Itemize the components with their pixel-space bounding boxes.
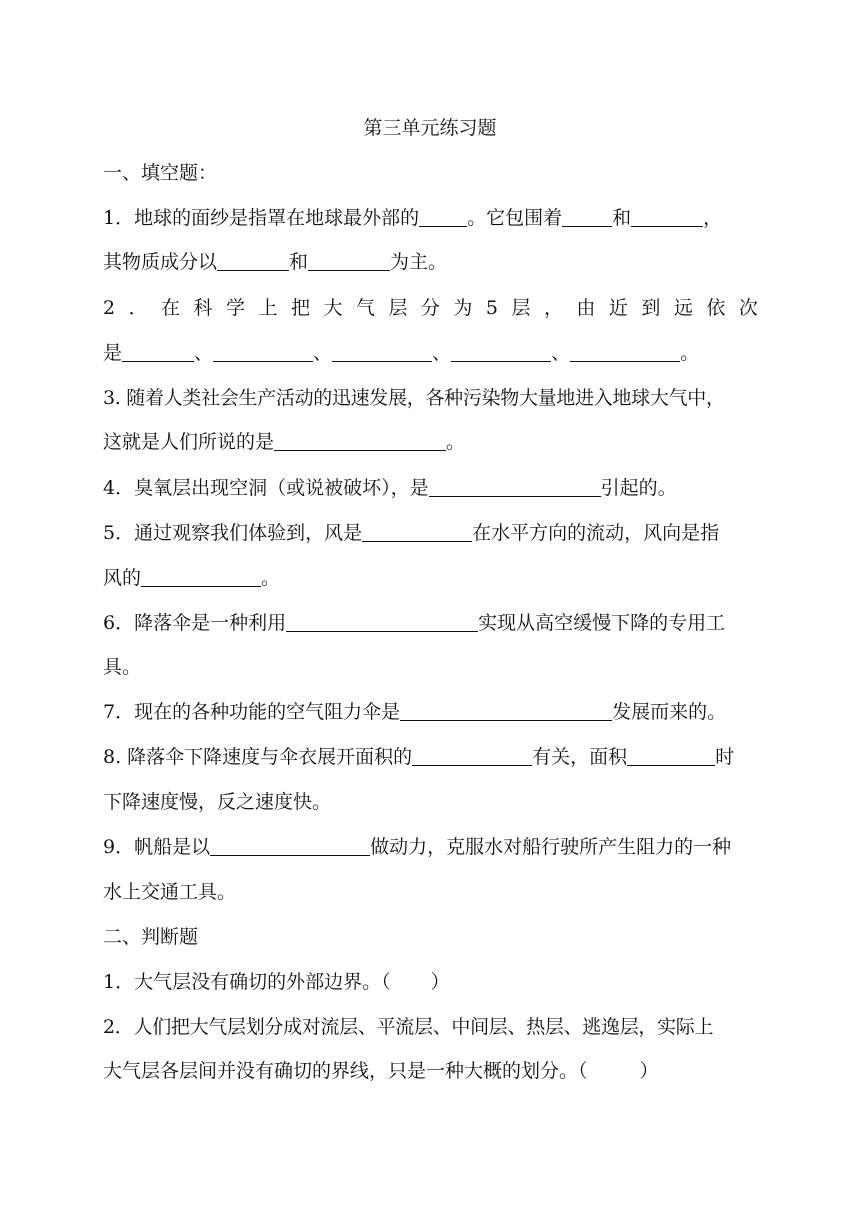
answer-blank[interactable]: [308, 252, 390, 271]
q8-text-b: 有关，面积: [532, 746, 628, 768]
answer-blank[interactable]: [210, 837, 370, 856]
fill-question-1-line-2: [103, 250, 758, 274]
q3-text-b: 这就是人们所说的是: [103, 431, 275, 453]
q2-sep: 、: [313, 342, 333, 364]
answer-blank[interactable]: [412, 747, 532, 766]
q1-text-f: 和: [289, 251, 309, 273]
fill-question-1-line-1: [103, 206, 758, 230]
fill-question-7: [103, 700, 758, 724]
q2-char: 大: [323, 297, 343, 319]
judge-q2-text-c: ）: [639, 1060, 659, 1082]
q2-char: 层: [388, 297, 408, 319]
answer-blank[interactable]: [213, 343, 313, 362]
q7-text-b: 发展而来的。: [612, 701, 727, 723]
q1-text-a: 1．地球的面纱是指罩在地球最外部的: [103, 207, 420, 229]
judge-question-2-line-1: 2．人们把大气层划分成对流层、平流层、中间层、热层、逃逸层，实际上: [103, 1016, 714, 1038]
q8-text-a: 8. 降落伞下降速度与伞衣展开面积的: [103, 746, 413, 768]
q2-char: 次: [738, 297, 758, 319]
q2-char: 5: [485, 297, 498, 319]
q5-text-c: 风的: [103, 567, 142, 589]
q1-text-b: 。它包围着: [467, 207, 563, 229]
answer-blank[interactable]: [274, 432, 446, 451]
q2-char: 依: [706, 297, 726, 319]
fill-question-9-line-1: [103, 835, 758, 859]
q6-text-a: 6．降落伞是一种利用: [103, 612, 287, 634]
fill-question-3-line-1: 3. 随着人类社会生产活动的迅速发展，各种污染物大量地进入地球大气中，: [103, 387, 725, 409]
answer-blank[interactable]: [451, 343, 551, 362]
fill-question-4: [103, 476, 758, 500]
q2-char: 分: [420, 297, 440, 319]
section-heading-true-false: 二、判断题: [103, 926, 199, 948]
q2-char: 学: [226, 297, 246, 319]
q2-char: 科: [193, 297, 213, 319]
answer-blank[interactable]: [362, 523, 472, 542]
section-heading-fill-in: 一、填空题：: [103, 162, 218, 184]
q2-char: 近: [608, 297, 628, 319]
answer-blank[interactable]: [141, 568, 261, 587]
judge-question-2-line-2: [103, 1059, 758, 1083]
answer-blank[interactable]: [570, 343, 680, 362]
q4-text-b: 引起的。: [600, 477, 677, 499]
fill-question-8-line-2: 下降速度慢，反之速度快。: [103, 791, 332, 813]
q2-char: 远: [673, 297, 693, 319]
q2-char: 层: [511, 297, 531, 319]
q2-char: 在: [161, 297, 181, 319]
fill-question-5-line-2: [103, 566, 758, 590]
q6-text-b: 实现从高空缓慢下降的专用工: [478, 612, 726, 634]
q5-text-d: 。: [261, 567, 281, 589]
judge-question-1: [103, 970, 758, 994]
answer-blank[interactable]: [122, 343, 194, 362]
page-title: 第三单元练习题: [363, 117, 497, 139]
q2-char: 由: [576, 297, 596, 319]
q2-end: 。: [680, 342, 700, 364]
q2-text-a: 是: [103, 342, 123, 364]
fill-question-2-line-1: [103, 296, 758, 320]
judge-q1-text-b: ）: [430, 971, 450, 993]
fill-question-2-line-2: [103, 341, 758, 365]
q7-text-a: 7．现在的各种功能的空气阻力伞是: [103, 701, 401, 723]
q9-text-a: 9．帆船是以: [103, 836, 211, 858]
fill-question-9-line-2: 水上交通工具。: [103, 881, 237, 903]
answer-blank[interactable]: [631, 208, 703, 227]
fill-question-6-line-2: 具。: [103, 656, 142, 678]
q2-char: 气: [355, 297, 375, 319]
q1-text-d: ，: [703, 207, 723, 229]
q3-text-c: 。: [446, 431, 466, 453]
q1-text-e: 其物质成分以: [103, 251, 218, 273]
q2-char: ．: [128, 297, 148, 319]
answer-blank[interactable]: [627, 747, 715, 766]
q4-text-a: 4．臭氧层出现空洞（或说被破坏），是: [103, 477, 429, 499]
q2-char: 为: [453, 297, 473, 319]
q2-sep: 、: [432, 342, 452, 364]
q2-char: 到: [641, 297, 661, 319]
q8-text-c: 时: [715, 746, 735, 768]
q1-text-g: 为主。: [390, 251, 448, 273]
fill-question-6-line-1: [103, 611, 758, 635]
fill-question-3-line-2: [103, 430, 758, 454]
answer-blank[interactable]: [286, 613, 478, 632]
fill-question-8-line-1: [103, 745, 758, 769]
q2-sep: 、: [194, 342, 214, 364]
answer-blank[interactable]: [419, 208, 467, 227]
q1-text-c: 和: [612, 207, 632, 229]
q2-char: ，: [543, 297, 563, 319]
answer-blank[interactable]: [429, 478, 601, 497]
answer-blank[interactable]: [562, 208, 612, 227]
q5-text-a: 5．通过观察我们体验到，风是: [103, 522, 363, 544]
q2-char: 上: [258, 297, 278, 319]
fill-question-5-line-1: [103, 521, 758, 545]
answer-blank[interactable]: [400, 702, 612, 721]
q9-text-b: 做动力，克服水对船行驶所产生阻力的一种: [370, 836, 732, 858]
q2-char: 把: [290, 297, 310, 319]
answer-blank[interactable]: [332, 343, 432, 362]
q2-sep: 、: [551, 342, 571, 364]
judge-q2-text-b: 大气层各层间并没有确切的界线，只是一种大概的划分。（: [103, 1060, 588, 1082]
q5-text-b: 在水平方向的流动，风向是指: [472, 522, 720, 544]
judge-q1-text-a: 1．大气层没有确切的外部边界。（: [103, 971, 391, 993]
q2-char: 2: [103, 297, 116, 319]
answer-blank[interactable]: [217, 252, 289, 271]
